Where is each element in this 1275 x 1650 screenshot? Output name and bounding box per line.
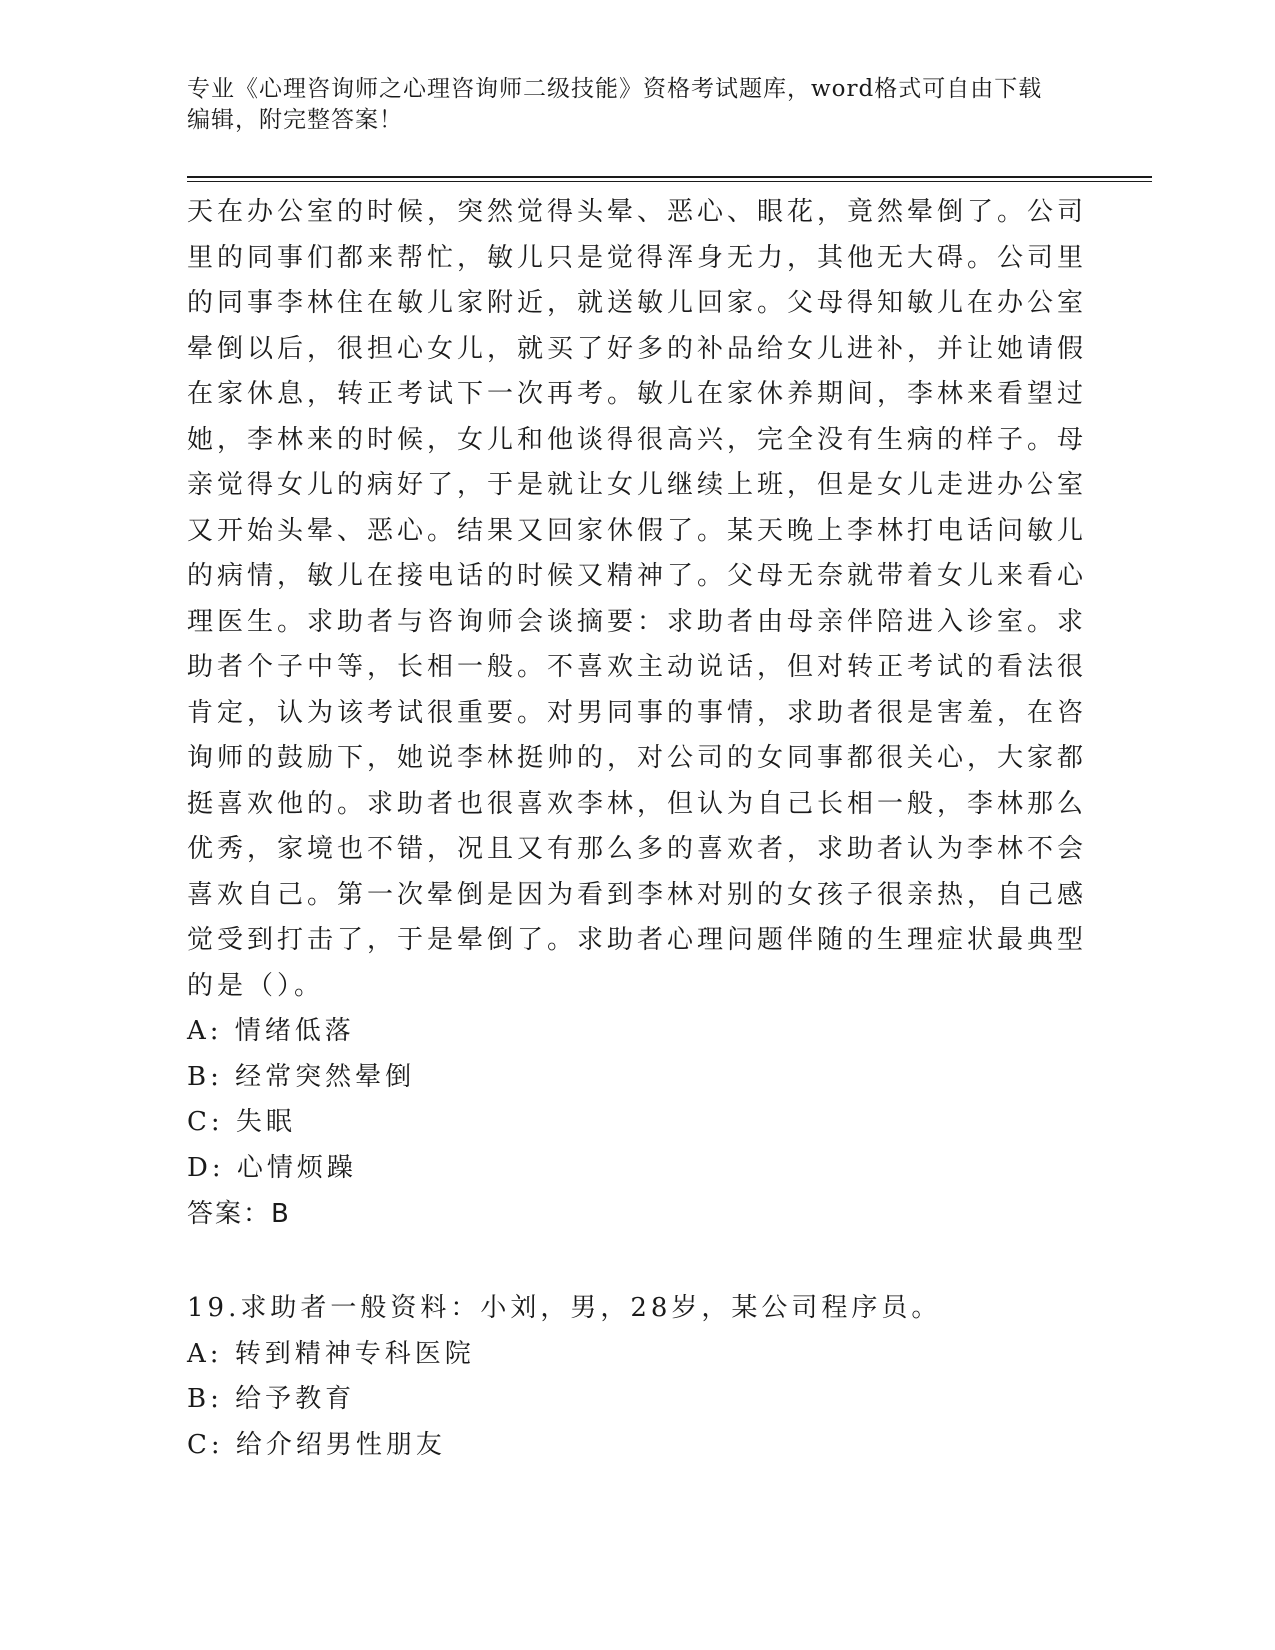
question-18-stem [187,190,1088,1009]
header-divider-thick [187,176,1152,178]
paragraph-line: 晕倒以后，很担心女儿，就买了好多的补品给女儿进补，并让她请假 [187,333,1088,364]
paragraph-line: 觉受到打击了，于是晕倒了。求助者心理问题伴随的生理症状最典型 [187,925,1088,955]
paragraph-line: 优秀，家境也不错，况且又有那么多的喜欢者，求助者认为李林不会 [187,834,1088,864]
header-line-2: 编辑，附完整答案！ [187,107,403,133]
question-18-options [187,1009,1067,1191]
paragraph-line: 的是（）。 [187,970,325,1001]
paragraph-line: 又开始头晕、恶心。结果又回家休假了。某天晚上李林打电话问敏儿 [187,515,1088,546]
header-divider-thin [187,181,1152,182]
option-a: A: 情绪低落 [187,1016,355,1046]
option-b: B: 经常突然晕倒 [187,1061,416,1092]
question-18-answer: 答案：B [187,1199,291,1229]
paragraph-line: 挺喜欢他的。求助者也很喜欢李林，但认为自己长相一般，李林那么 [187,788,1088,819]
option-a: A: 转到精神专科医院 [187,1338,475,1369]
paragraph-line: 天在办公室的时候，突然觉得头晕、恶心、眼花，竟然晕倒了。公司 [187,197,1088,227]
question-19 [187,1286,1067,1468]
option-c: C: 给介绍男性朋友 [187,1429,446,1460]
paragraph-line: 询师的鼓励下，她说李林挺帅的，对公司的女同事都很关心，大家都 [187,743,1088,773]
paragraph-line: 里的同事们都来帮忙，敏儿只是觉得浑身无力，其他无大碍。公司里 [187,242,1088,273]
header-line-1: 专业《心理咨询师之心理咨询师二级技能》资格考试题库，word格式可自由下载 [187,76,1043,102]
document-body [187,190,1088,1468]
paragraph-line: 的病情，敏儿在接电话的时候又精神了。父母无奈就带着女儿来看心 [187,561,1088,591]
paragraph-line: 喜欢自己。第一次晕倒是因为看到李林对别的女孩子很亲热，自己感 [187,879,1088,910]
document-header [187,74,1067,136]
paragraph-line: 理医生。求助者与咨询师会谈摘要：求助者由母亲伴陪进入诊室。求 [187,606,1088,637]
option-d: D: 心情烦躁 [187,1152,357,1183]
paragraph-line: 肯定，认为该考试很重要。对男同事的事情，求助者很是害羞，在咨 [187,697,1088,728]
paragraph-line: 助者个子中等，长相一般。不喜欢主动说话，但对转正考试的看法很 [187,652,1088,682]
paragraph-line: 亲觉得女儿的病好了，于是就让女儿继续上班，但是女儿走进办公室 [187,470,1088,500]
paragraph-line: 在家休息，转正考试下一次再考。敏儿在家休养期间，李林来看望过 [187,379,1088,409]
option-c: C: 失眠 [187,1107,296,1137]
question-19-stem: 19.求助者一般资料：小刘，男，28岁，某公司程序员。 [187,1293,942,1323]
option-b: B: 给予教育 [187,1384,356,1414]
section-spacer [187,1238,1067,1286]
paragraph-line: 的同事李林住在敏儿家附近，就送敏儿回家。父母得知敏儿在办公室 [187,288,1088,318]
paragraph-line: 她，李林来的时候，女儿和他谈得很高兴，完全没有生病的样子。母 [187,424,1088,455]
